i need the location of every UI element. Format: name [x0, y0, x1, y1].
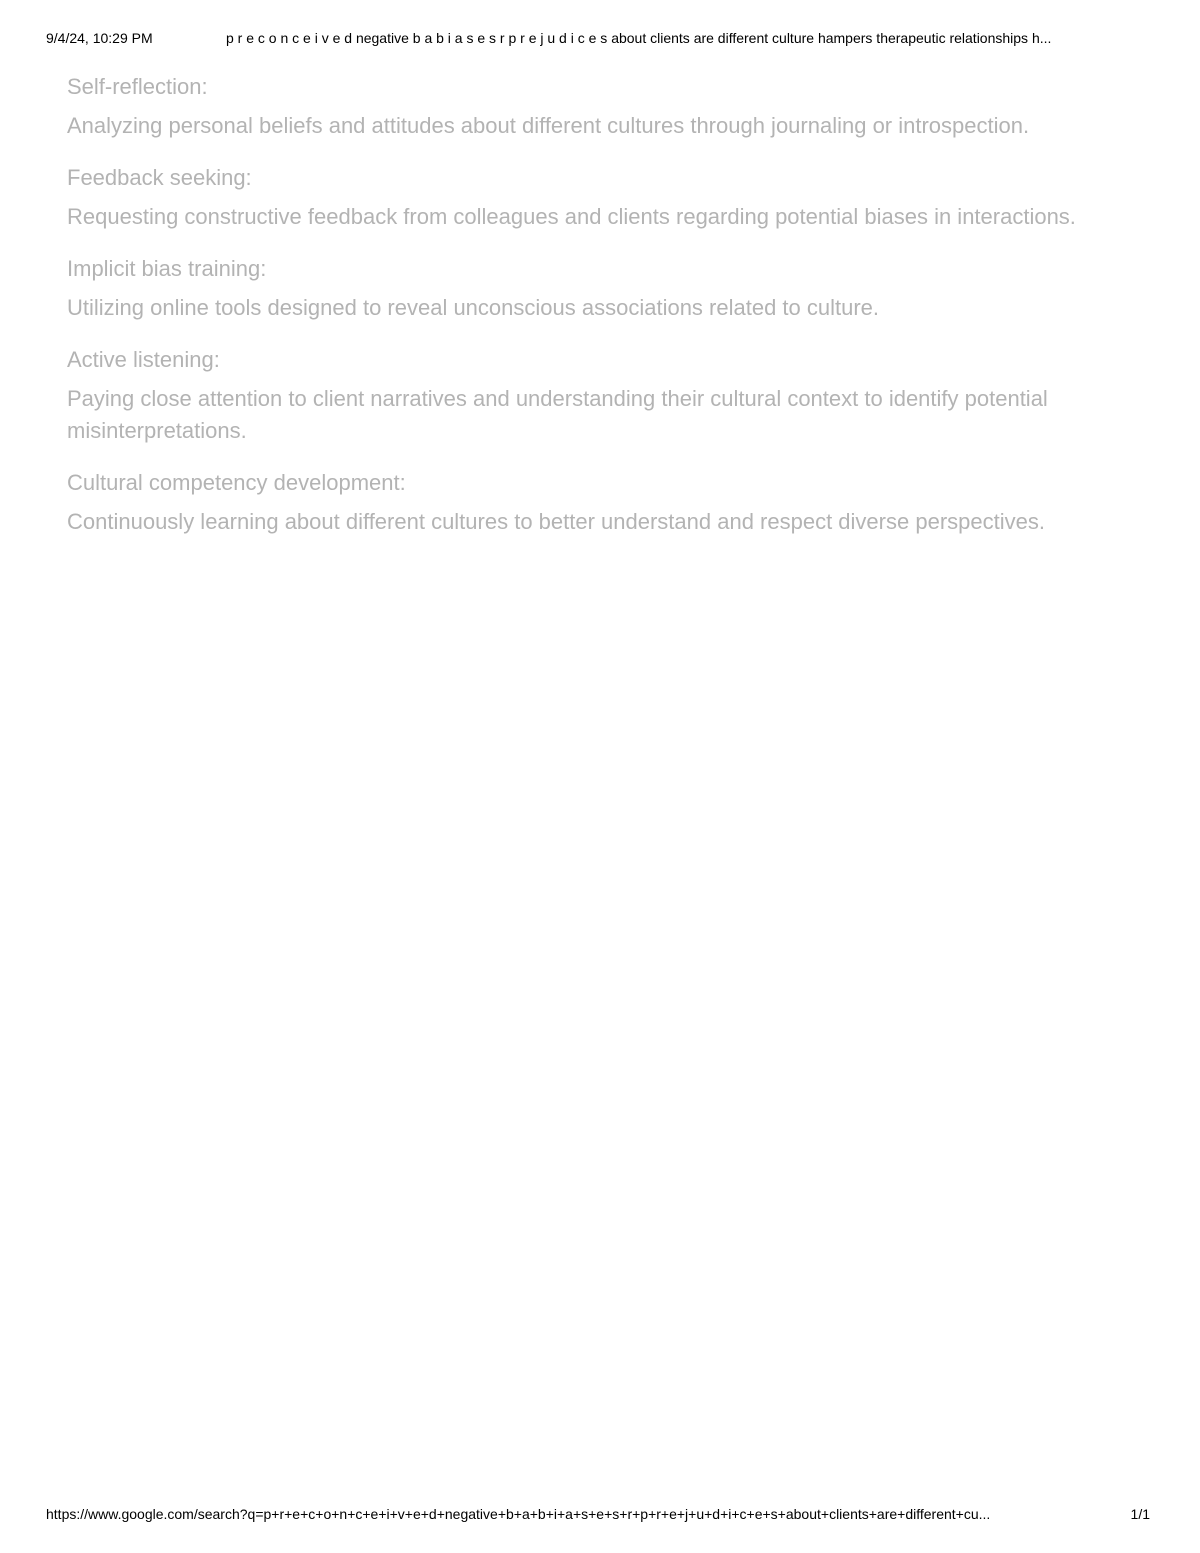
section-cultural-competency [67, 468, 1147, 538]
section-text: Requesting constructive feedback from colleagues and clients regarding potential biases in interactions. [67, 204, 1076, 229]
section-label: Implicit bias training: [67, 256, 267, 281]
section-self-reflection [67, 72, 1147, 142]
section-text: Paying close attention to client narratives and understanding their cultural context to identify potential misinterpretations. [67, 386, 1048, 443]
page-number: 1/1 [1130, 1506, 1150, 1522]
section-active-listening [67, 345, 1147, 447]
source-url: https://www.google.com/search?q=p+r+e+c+o+n+c+e+i+v+e+d+negative+b+a+b+i+a+s+e+s+r+p+r+e+j+u+d+i+c+e+s+about+clients+are+different+cu... [46, 1506, 991, 1522]
section-text: Utilizing online tools designed to reveal unconscious associations related to culture. [67, 295, 880, 320]
section-label: Feedback seeking: [67, 165, 252, 190]
section-implicit-bias-training [67, 254, 1147, 324]
document-body [67, 72, 1147, 559]
print-footer [46, 1506, 1150, 1526]
section-label: Cultural competency development: [67, 470, 406, 495]
section-text: Analyzing personal beliefs and attitudes about different cultures through journaling or introspection. [67, 113, 1030, 138]
print-header [46, 30, 1152, 50]
section-text: Continuously learning about different cultures to better understand and respect diverse perspectives. [67, 509, 1045, 534]
section-feedback-seeking [67, 163, 1147, 233]
section-label: Active listening: [67, 347, 220, 372]
section-label: Self-reflection: [67, 74, 208, 99]
print-datetime: 9/4/24, 10:29 PM [46, 30, 153, 46]
page-title: p r e c o n c e i v e d negative b a b i a s e s r p r e j u d i c e s about clients are different culture hampers therapeutic relationships h... [226, 30, 1052, 46]
